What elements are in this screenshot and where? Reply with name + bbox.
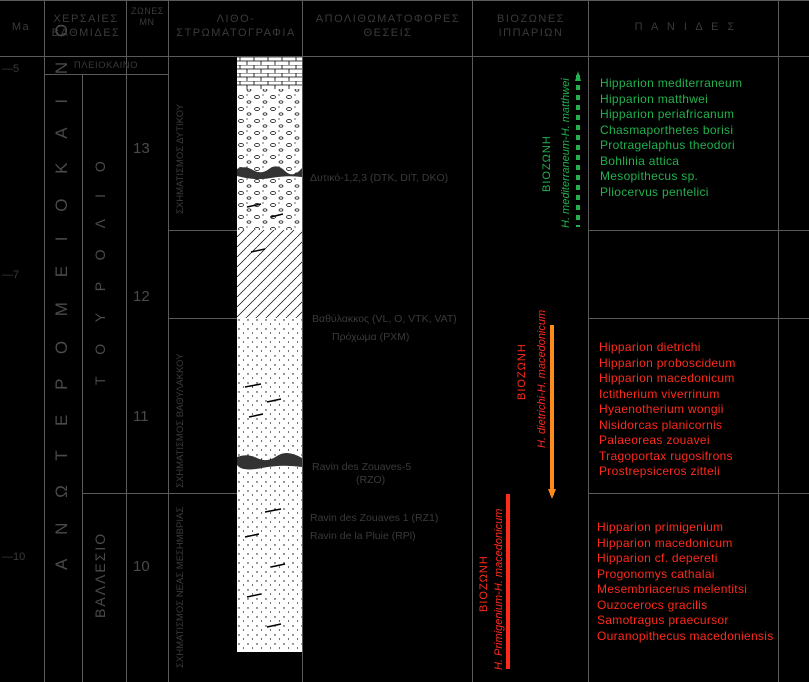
fauna-item: Mesopithecus sp.	[600, 169, 699, 183]
header-litho: ΛΙΘΟ-ΣΤΡΩΜΑΤΟΓΡΑΦΙΑ	[176, 13, 296, 39]
epoch-stage-divider	[82, 74, 83, 682]
lithology-column	[237, 57, 302, 653]
header-stages: ΧΕΡΣΑΙΕΣ ΒΑΘΜΙΔΕΣ	[51, 13, 121, 39]
fauna-item: Chasmaporthetes borisi	[600, 122, 734, 137]
fauna-lower-list	[597, 520, 774, 644]
fauna-item: Hipparion cf. depereti	[597, 551, 718, 565]
header-bottom-line	[0, 56, 809, 57]
fauna-item: Samotragus praecursor	[597, 613, 729, 627]
fauna-item: Ouzocerocs gracilis	[597, 597, 708, 612]
fauna-item: Nisidorcas planicornis	[599, 417, 723, 432]
site-rz5a: Ravin des Zouaves-5	[312, 461, 412, 473]
header-ma: Ma	[11, 21, 31, 33]
fauna-item: Pliocervus pentelici	[600, 184, 709, 199]
fauna-item: Hyaenotherium wongii	[599, 402, 724, 416]
turolian-label: Τ Ο Υ Ρ Ο Λ Ι Ο	[92, 152, 108, 385]
site-rpl: Ravin de la Pluie (RPl)	[310, 530, 416, 542]
formation-lower-label: ΣΧΗΜΑΤΙΣΜΟΣ ΝΕΑΣ ΜΕΣΗΜΒΡΙΑΣ	[175, 506, 186, 668]
col-line-1	[44, 0, 45, 682]
fauna-line-1	[588, 230, 809, 231]
fauna-item: Tragoportax rugosifrons	[599, 448, 733, 463]
header-top-line	[0, 0, 809, 1]
ma-tick-10: —10	[2, 551, 26, 563]
biozone-lower-title: ΒΙΟΖΩΝΗ	[478, 555, 490, 612]
fauna-item: Hipparion dietrichi	[599, 340, 701, 354]
col-line-3	[168, 0, 169, 682]
fauna-item: Progonomys cathalai	[597, 566, 715, 581]
ma-tick-7: —7	[2, 269, 20, 281]
fauna-item: Ictitherium viverrinum	[599, 386, 720, 401]
biozone-upper-arrow	[575, 71, 581, 81]
biozone-lower-name: H. Primigenium-H. macedonicum	[493, 508, 505, 670]
fauna-line-2	[588, 318, 809, 319]
header-biozones: ΒΙΟΖΩΝΕΣ ΙΠΠΑΡΙΩΝ	[497, 13, 565, 39]
fauna-item: Bohlinia attica	[600, 153, 680, 168]
fauna-item: Hipparion proboscideum	[599, 355, 736, 370]
site-rz5b: (RZO)	[356, 474, 386, 486]
fauna-item: Hipparion mediterraneum	[600, 76, 743, 90]
pliocene-label: ΠΛΕΙΟΚΑΙΝΟ	[73, 60, 139, 71]
fauna-item: Hipparion primigenium	[597, 520, 724, 534]
epoch-label: Α Ν Ω Τ Ε Ρ Ο Μ Ε Ι Ο Κ Α Ι Ν Ο	[52, 13, 71, 570]
site-dytiko: Δυτικό-1,2,3 (DTK, DIT, DKO)	[310, 172, 449, 184]
header-zones: ΖΩΝΕΣ ΜΝ	[131, 6, 164, 27]
fauna-middle-list	[599, 340, 736, 480]
header-faunas: Π Α Ν Ι Δ Ε Σ	[634, 21, 738, 33]
biozone-upper-title: ΒΙΟΖΩΝΗ	[541, 135, 553, 192]
fauna-item: Ouranopithecus macedoniensis	[597, 628, 774, 643]
site-prochoma: Πρόχωμα (PXM)	[332, 331, 410, 343]
fauna-line-3	[588, 493, 809, 494]
fauna-item: Palaeoreas zouavei	[599, 433, 710, 447]
ma-tick-5: —5	[2, 63, 20, 75]
fauna-item: Hipparion macedonicum	[597, 535, 733, 550]
biozone-middle-arrow	[548, 489, 556, 499]
site-vathylakkos: Βαθύλακκος (VL, O, VTK, VAT)	[312, 313, 457, 325]
header-sites: ΑΠΟΛΙΘΩΜΑΤΟΦΟΡΕΣ ΘΕΣΕΙΣ	[315, 13, 461, 39]
fauna-upper-list	[600, 76, 742, 200]
fauna-item: Hipparion periafricanum	[600, 107, 735, 121]
biozone-upper-name: H. mediterraneum-H. matthwei	[560, 78, 572, 228]
col-line-6	[588, 0, 589, 682]
biozone-middle-name: H. dietrichi-H. macedonicum	[536, 309, 548, 448]
fauna-item: Hipparion macedonicum	[599, 371, 735, 385]
fauna-item: Mesembriacerus melentitsi	[597, 582, 748, 596]
col-line-2	[126, 0, 127, 682]
turolian-vallesian-line	[82, 493, 168, 494]
fauna-item: Protragelaphus theodori	[600, 138, 735, 152]
vallesian-label: ΒΑΛΛΕΣΙΟ	[92, 531, 108, 618]
mn-zone-10: 10	[133, 558, 150, 575]
mn-zone-12: 12	[133, 288, 150, 305]
mn-zone-13: 13	[133, 140, 150, 157]
mn-zone-11: 11	[133, 408, 149, 425]
col-line-7	[778, 0, 779, 682]
biozone-middle-title: ΒΙΟΖΩΝΗ	[516, 343, 528, 400]
formation-upper-label: ΣΧΗΜΑΤΙΣΜΟΣ ΔΥΤΙΚΟΥ	[175, 103, 186, 214]
fauna-item: Hipparion matthwei	[600, 91, 709, 106]
fauna-item: Prostrepsiceros zitteli	[599, 464, 720, 478]
site-rz1: Ravin des Zouaves 1 (RZ1)	[310, 512, 439, 524]
col-line-4	[302, 0, 303, 682]
formation-middle-label: ΣΧΗΜΑΤΙΣΜΟΣ ΒΑΘΥΛΑΚΚΟΥ	[175, 353, 186, 488]
